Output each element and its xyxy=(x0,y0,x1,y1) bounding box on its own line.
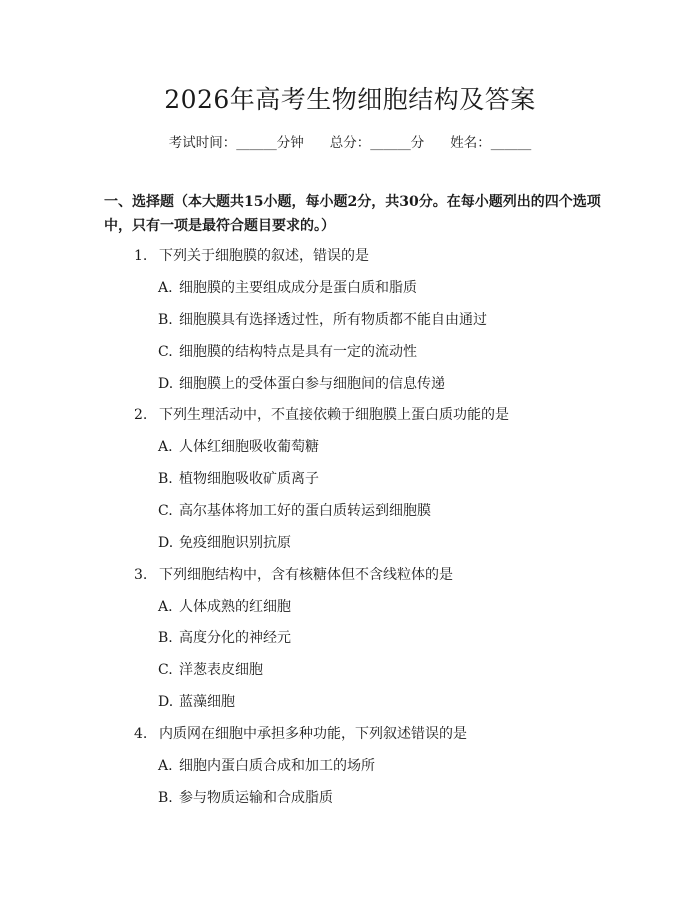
option-letter: A. xyxy=(158,439,173,455)
option-text: 细胞膜的结构特点是具有一定的流动性 xyxy=(179,344,417,360)
option-letter: B. xyxy=(158,630,173,646)
question-text: 内质网在细胞中承担多种功能，下列叙述错误的是 xyxy=(159,726,467,742)
question-3-option-d xyxy=(158,691,235,711)
question-4 xyxy=(134,723,467,743)
option-text: 人体红细胞吸收葡萄糖 xyxy=(179,439,319,455)
exam-time-field: 考试时间：______分钟 xyxy=(168,135,304,151)
option-letter: A. xyxy=(158,758,173,774)
question-2-option-b xyxy=(158,468,319,488)
question-3-option-b xyxy=(158,627,291,647)
question-3-option-c xyxy=(158,659,263,679)
option-text: 人体成熟的红细胞 xyxy=(179,599,291,615)
question-number: 2. xyxy=(134,407,148,423)
option-letter: D. xyxy=(158,376,174,392)
question-1-option-c xyxy=(158,341,417,361)
question-number: 4. xyxy=(134,726,148,742)
option-text: 洋葱表皮细胞 xyxy=(179,662,263,678)
question-1-option-b xyxy=(158,309,487,329)
question-2-option-d xyxy=(158,532,291,552)
question-4-option-b xyxy=(158,787,333,807)
exam-info xyxy=(0,131,700,151)
question-number: 3. xyxy=(134,567,148,583)
option-letter: B. xyxy=(158,312,173,328)
question-2-option-c xyxy=(158,500,431,520)
question-3 xyxy=(134,564,453,584)
option-letter: C. xyxy=(158,344,173,360)
question-text: 下列细胞结构中，含有核糖体但不含线粒体的是 xyxy=(159,567,453,583)
option-letter: B. xyxy=(158,790,173,806)
total-score-field: 总分：______分 xyxy=(329,135,425,151)
question-3-option-a xyxy=(158,596,291,616)
option-text: 细胞内蛋白质合成和加工的场所 xyxy=(179,758,375,774)
option-letter: A. xyxy=(158,280,173,296)
option-text: 植物细胞吸收矿质离子 xyxy=(179,471,319,487)
option-text: 蓝藻细胞 xyxy=(179,694,235,710)
option-text: 参与物质运输和合成脂质 xyxy=(179,790,333,806)
question-text: 下列关于细胞膜的叙述，错误的是 xyxy=(159,248,369,264)
question-4-option-a xyxy=(158,755,375,775)
section-heading: 一、选择题（本大题共15小题，每小题2分，共30分。在每小题列出的四个选项中，只有一项是最符合题目要求的。） xyxy=(104,194,601,234)
option-letter: B. xyxy=(158,471,173,487)
question-number: 1. xyxy=(134,248,148,264)
question-1-option-d xyxy=(158,373,445,393)
question-2-option-a xyxy=(158,436,319,456)
option-text: 高度分化的神经元 xyxy=(179,630,291,646)
option-letter: D. xyxy=(158,694,174,710)
question-text: 下列生理活动中，不直接依赖于细胞膜上蛋白质功能的是 xyxy=(159,407,509,423)
question-1 xyxy=(134,245,369,265)
student-name-field: 姓名：______ xyxy=(450,135,532,151)
option-letter: C. xyxy=(158,503,173,519)
question-2 xyxy=(134,404,509,424)
option-text: 细胞膜具有选择透过性，所有物质都不能自由通过 xyxy=(179,312,487,328)
question-1-option-a xyxy=(158,277,417,297)
option-text: 高尔基体将加工好的蛋白质转运到细胞膜 xyxy=(179,503,431,519)
option-text: 细胞膜的主要组成成分是蛋白质和脂质 xyxy=(179,280,417,296)
option-letter: A. xyxy=(158,599,173,615)
page-title: 2026年高考生物细胞结构及答案 xyxy=(164,85,536,114)
option-letter: D. xyxy=(158,535,174,551)
option-text: 免疫细胞识别抗原 xyxy=(179,535,291,551)
option-letter: C. xyxy=(158,662,173,678)
option-text: 细胞膜上的受体蛋白参与细胞间的信息传递 xyxy=(179,376,445,392)
